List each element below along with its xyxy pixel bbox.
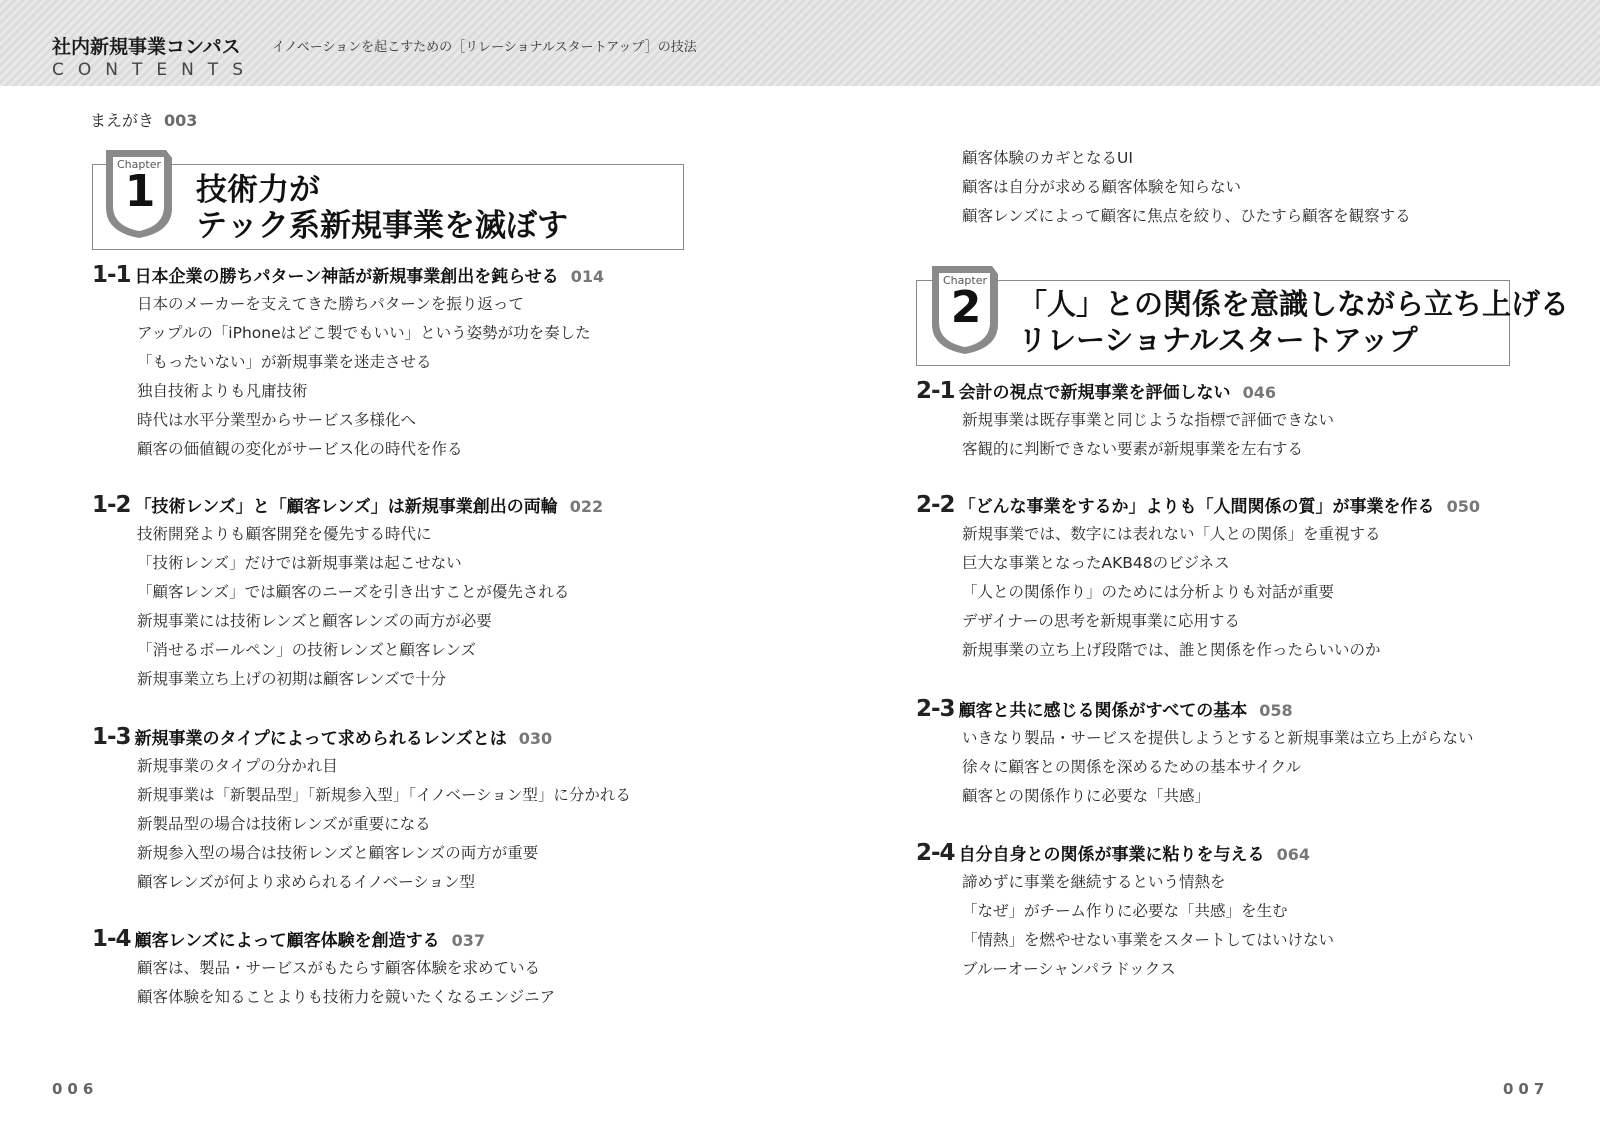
list-item: 時代は水平分業型からサービス多様化へ — [137, 411, 417, 429]
section-page: 058 — [1259, 701, 1293, 720]
section-2-4-items — [962, 868, 1334, 984]
section-1-1-items — [137, 290, 591, 464]
contents-label: CONTENTS — [52, 60, 257, 80]
chapter-1-title-line1: 技術力が — [196, 172, 320, 208]
list-item: 「情熱」を燃やせない事業をスタートしてはいけない — [962, 931, 1335, 949]
list-item: 「人との関係作り」のためには分析よりも対話が重要 — [962, 583, 1335, 601]
chapter-2-badge-label: Chapter — [943, 274, 987, 287]
list-item: 新製品型の場合は技術レンズが重要になる — [137, 815, 431, 833]
list-item: 新規事業は既存事業と同じような指標で評価できない — [962, 411, 1335, 429]
section-number: 2-3 — [916, 696, 955, 722]
list-item: ブルーオーシャンパラドックス — [962, 960, 1176, 978]
folio-left: 006 — [52, 1080, 99, 1098]
section-1-3-heading — [92, 724, 552, 750]
chapter-2-title-line1: 「人」との関係を意識しながら立ち上げる — [1018, 287, 1570, 321]
list-item: 客観的に判断できない要素が新規事業を左右する — [962, 440, 1304, 458]
preface-entry — [90, 108, 197, 131]
list-item: 「なぜ」がチーム作りに必要な「共感」を生む — [962, 902, 1288, 920]
chapter-1-title — [196, 172, 568, 244]
list-item: 顧客体験のカギとなるUI — [962, 149, 1133, 167]
list-item: 独自技術よりも凡庸技術 — [137, 382, 308, 400]
list-item: いきなり製品・サービスを提供しようとすると新規事業は立ち上がらない — [962, 729, 1474, 747]
chapter-2-number: 2 — [950, 282, 982, 333]
book-subtitle: イノベーションを起こすための［リレーショナルスタートアップ］の技法 — [272, 40, 697, 55]
list-item: デザイナーの思考を新規事業に応用する — [962, 612, 1240, 630]
section-number: 1-4 — [92, 926, 131, 952]
list-item: 新規事業には技術レンズと顧客レンズの両方が必要 — [137, 612, 492, 630]
list-item: 新規事業立ち上げの初期は顧客レンズで十分 — [137, 670, 447, 688]
folio-right: 007 — [1503, 1080, 1550, 1098]
list-item: 新規参入型の場合は技術レンズと顧客レンズの両方が重要 — [137, 844, 539, 862]
list-item: 「消せるボールペン」の技術レンズと顧客レンズ — [137, 641, 476, 659]
section-title: 顧客と共に感じる関係がすべての基本 — [958, 701, 1248, 721]
section-2-2-items — [962, 520, 1381, 665]
section-number: 2-2 — [916, 492, 955, 518]
section-2-3-items — [962, 724, 1474, 811]
list-item: 顧客レンズが何より求められるイノベーション型 — [137, 873, 475, 891]
section-1-4-heading — [92, 926, 485, 952]
section-2-3-heading — [916, 696, 1293, 722]
section-number: 1-2 — [92, 492, 131, 518]
section-title: 新規事業のタイプによって求められるレンズとは — [134, 729, 507, 749]
section-page: 030 — [518, 729, 553, 748]
section-page: 037 — [451, 931, 486, 950]
section-number: 1-1 — [92, 262, 131, 288]
section-page: 050 — [1446, 497, 1480, 516]
preface-page: 003 — [164, 111, 198, 130]
section-1-1-heading — [92, 262, 604, 288]
section-2-1-heading — [916, 378, 1276, 404]
section-title: 自分自身との関係が事業に粘りを与える — [958, 845, 1265, 865]
section-2-1-items — [962, 406, 1334, 464]
section-title: 「技術レンズ」と「顧客レンズ」は新規事業創出の両輪 — [134, 497, 558, 517]
section-title: 会計の視点で新規事業を評価しない — [958, 383, 1231, 403]
chapter-1-title-line2: テック系新規事業を滅ぼす — [196, 208, 568, 244]
list-item: 顧客体験を知ることよりも技術力を競いたくなるエンジニア — [137, 988, 556, 1006]
chapter-1-badge-label: Chapter — [117, 158, 161, 171]
list-item: 諦めずに事業を継続するという情熱を — [962, 873, 1226, 891]
section-title: 顧客レンズによって顧客体験を創造する — [134, 931, 440, 951]
list-item: 技術開発よりも顧客開発を優先する時代に — [137, 525, 432, 543]
section-2-2-heading — [916, 492, 1480, 518]
section-number: 1-3 — [92, 724, 131, 750]
section-page: 022 — [569, 497, 604, 516]
list-item: 「技術レンズ」だけでは新規事業は起こせない — [137, 554, 462, 572]
section-page: 014 — [570, 267, 605, 286]
list-item: 日本のメーカーを支えてきた勝ちパターンを振り返って — [137, 295, 524, 313]
section-number: 2-4 — [916, 840, 955, 866]
page-header — [0, 0, 1600, 86]
section-1-4-items — [137, 954, 555, 1012]
list-item: 新規事業では、数字には表れない「人との関係」を重視する — [962, 525, 1381, 543]
section-page: 046 — [1242, 383, 1276, 402]
preface-label: まえがき — [90, 111, 155, 130]
list-item: 「顧客レンズ」では顧客のニーズを引き出すことが優先される — [137, 583, 570, 601]
book-title: 社内新規事業コンパス — [52, 36, 241, 58]
list-item: 「もったいない」が新規事業を迷走させる — [137, 353, 432, 371]
list-item: 新規事業の立ち上げ段階では、誰と関係を作ったらいいのか — [962, 641, 1381, 659]
list-item: 顧客レンズによって顧客に焦点を絞り、ひたすら顧客を観察する — [962, 207, 1411, 225]
list-item: 顧客は自分が求める顧客体験を知らない — [962, 178, 1242, 196]
section-number: 2-1 — [916, 378, 955, 404]
chapter-2-title — [1018, 286, 1569, 358]
list-item: 新規事業は「新製品型」「新規参入型」「イノベーション型」に分かれる — [137, 786, 631, 804]
chapter-1-number: 1 — [124, 166, 156, 217]
list-item: 巨大な事業となったAKB48のビジネス — [962, 554, 1230, 572]
continued-items — [962, 144, 1411, 231]
section-1-3-items — [137, 752, 631, 897]
section-title: 日本企業の勝ちパターン神話が新規事業創出を鈍らせる — [134, 267, 559, 287]
section-title: 「どんな事業をするか」よりも「人間関係の質」が事業を作る — [958, 497, 1435, 517]
list-item: 徐々に顧客との関係を深めるための基本サイクル — [962, 758, 1302, 776]
list-item: 顧客の価値観の変化がサービス化の時代を作る — [137, 440, 463, 458]
list-item: 新規事業のタイプの分かれ目 — [137, 757, 338, 775]
list-item: 顧客は、製品・サービスがもたらす顧客体験を求めている — [137, 959, 541, 977]
chapter-2-title-line2: リレーショナルスタートアップ — [1018, 323, 1418, 357]
section-1-2-heading — [92, 492, 603, 518]
section-1-2-items — [137, 520, 569, 694]
list-item: アップルの「iPhoneはどこ製でもいい」という姿勢が功を奏した — [137, 324, 591, 342]
section-2-4-heading — [916, 840, 1310, 866]
section-page: 064 — [1276, 845, 1310, 864]
list-item: 顧客との関係作りに必要な「共感」 — [962, 787, 1211, 805]
